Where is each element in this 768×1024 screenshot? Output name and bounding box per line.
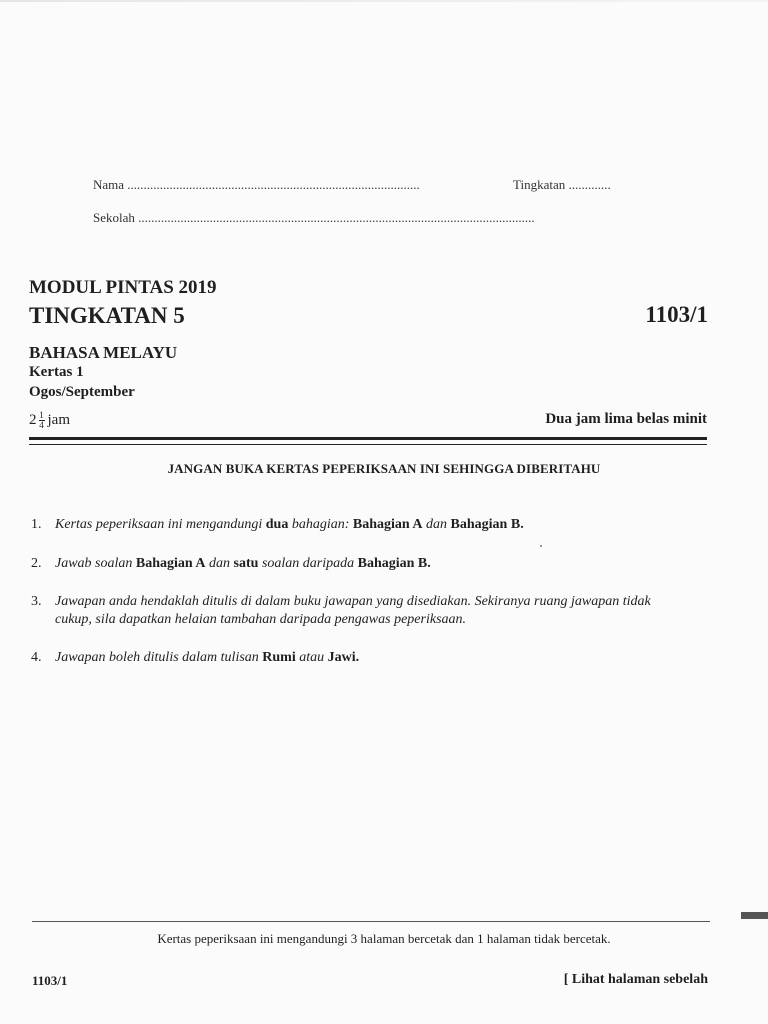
- fraction-numerator: 1: [39, 410, 44, 420]
- scan-speck: [540, 545, 542, 547]
- instruction-1: [31, 516, 671, 534]
- page-count-note: Kertas peperiksaan ini mengandungi 3 halaman bercetak dan 1 halaman tidak bercetak.: [157, 931, 611, 946]
- instruction-2: [31, 555, 671, 573]
- instruction-number: 4.: [31, 650, 42, 665]
- instruction-number: 3.: [31, 594, 42, 609]
- duration: [29, 411, 70, 430]
- duration-whole: 2: [29, 412, 37, 428]
- header-rule-thin: [29, 444, 707, 445]
- scan-edge-mark: [741, 912, 768, 919]
- instruction-text: Kertas peperiksaan ini mengandungi dua bahagian: Bahagian A dan Bahagian B.: [55, 517, 524, 532]
- next-page-link: [ Lihat halaman sebelah: [563, 972, 708, 987]
- duration-fraction: [39, 411, 45, 430]
- instruction-3: [31, 593, 671, 629]
- school-field: Sekolah ..........................................................................................................................: [93, 210, 535, 225]
- fraction-denominator: 4: [39, 420, 44, 430]
- duration-words: Dua jam lima belas minit: [545, 411, 707, 427]
- class-field: Tingkatan .............: [513, 177, 611, 192]
- exam-month: Ogos/September: [29, 384, 135, 400]
- instruction-text: Jawab soalan Bahagian A dan satu soalan daripada Bahagian B.: [55, 556, 431, 571]
- footer-paper-code: 1103/1: [32, 973, 68, 988]
- paper-number: Kertas 1: [29, 364, 84, 380]
- header-rule-thick: [29, 437, 707, 440]
- instruction-number: 2.: [31, 556, 42, 571]
- warning-notice: JANGAN BUKA KERTAS PEPERIKSAAN INI SEHINGGA DIBERITAHU: [167, 461, 601, 476]
- instruction-text: Jawapan anda hendaklah ditulis di dalam buku jawapan yang disediakan. Sekiranya ruang jawapan tidak cukup, sila dapatkan helaian tambahan daripada pengawas peperiksaan.: [55, 594, 651, 627]
- name-field: Nama ..........................................................................................: [93, 177, 420, 192]
- duration-unit: jam: [47, 412, 70, 428]
- instruction-number: 1.: [31, 517, 42, 532]
- footer-rule: [32, 921, 710, 922]
- page-top-edge: [0, 0, 768, 2]
- module-title: MODUL PINTAS 2019: [29, 277, 217, 298]
- instruction-text: Jawapan boleh ditulis dalam tulisan Rumi atau Jawi.: [55, 650, 360, 665]
- instruction-4: [31, 649, 671, 667]
- paper-code: 1103/1: [645, 302, 708, 327]
- form-level: TINGKATAN 5: [29, 303, 185, 328]
- subject-title: BAHASA MELAYU: [29, 343, 178, 362]
